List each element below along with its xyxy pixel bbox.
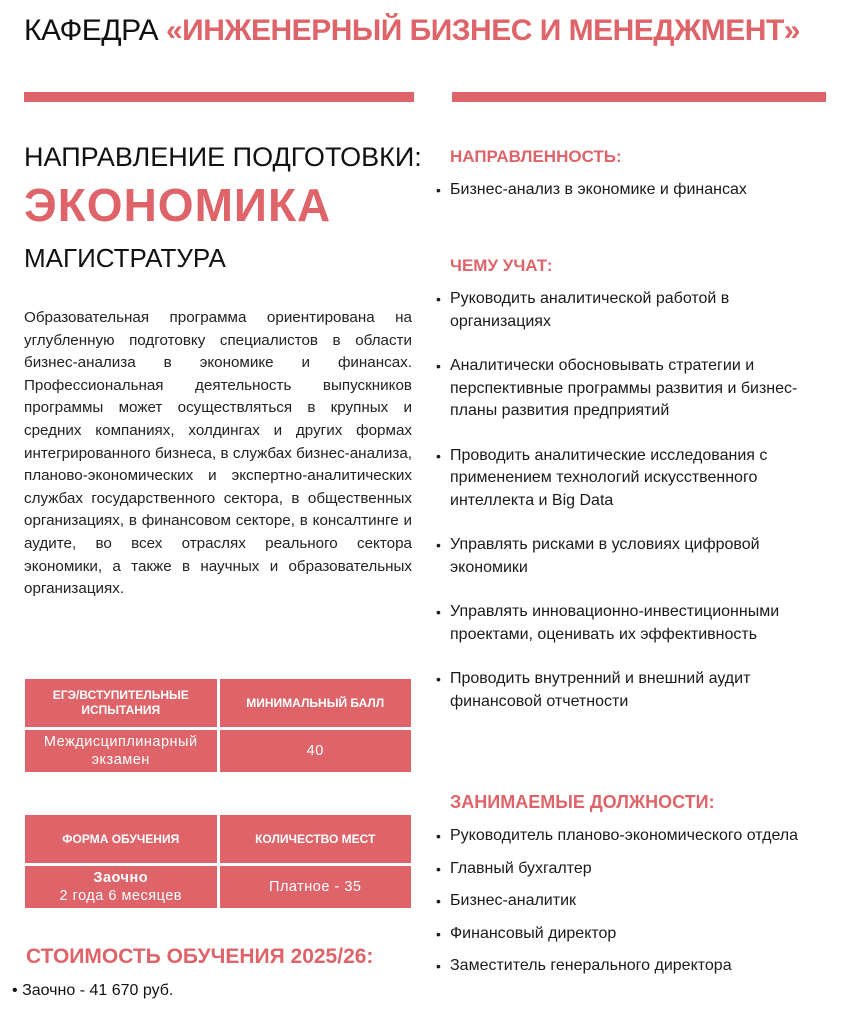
list-item-text: Бизнес-аналитик bbox=[450, 892, 577, 909]
department-name: «ИНЖЕНЕРНЫЙ БИЗНЕС И МЕНЕДЖМЕНТ» bbox=[165, 14, 800, 47]
program-level: МАГИСТРАТУРА bbox=[24, 243, 226, 273]
list-item bbox=[434, 601, 829, 646]
list-item bbox=[434, 858, 829, 881]
bullet-icon: • bbox=[436, 893, 441, 909]
divider-left bbox=[24, 92, 414, 102]
study-places: Платное - 35 bbox=[220, 866, 412, 908]
table-row bbox=[25, 730, 411, 772]
list-item-text: Управлять рисками в условиях цифровой экономики bbox=[450, 536, 760, 576]
table-header-row bbox=[25, 679, 411, 727]
bullet-icon: • bbox=[436, 860, 441, 877]
study-form: Заочно bbox=[93, 870, 149, 886]
focus-list bbox=[434, 179, 829, 202]
list-item bbox=[434, 825, 829, 848]
exams-table bbox=[22, 676, 414, 775]
bullet-icon: • bbox=[436, 925, 441, 942]
list-item-text: Финансовый директор bbox=[450, 924, 617, 942]
positions-title: ЗАНИМАЕМЫЕ ДОЛЖНОСТИ: bbox=[450, 792, 715, 812]
cost-value: Заочно - 41 670 руб. bbox=[22, 982, 174, 999]
study-duration: 2 года 6 месяцев bbox=[59, 888, 182, 904]
positions-list bbox=[434, 825, 829, 988]
list-item-text: Проводить аналитические исследования с применением технологий искусственного интеллекта и Big Data bbox=[450, 446, 768, 509]
direction-name: ЭКОНОМИКА bbox=[24, 179, 332, 231]
list-item bbox=[434, 288, 829, 333]
list-item bbox=[434, 890, 829, 913]
list-item-text: Проводить внутренний и внешний аудит финансовой отчетности bbox=[450, 670, 751, 710]
bullet-icon: • bbox=[12, 982, 18, 999]
list-item-text: Бизнес-анализ в экономике и финансах bbox=[450, 181, 747, 198]
exam-name: Междисциплинарный экзамен bbox=[25, 730, 217, 772]
cost-item bbox=[12, 982, 173, 1000]
table-header-min-score: МИНИМАЛЬНЫЙ БАЛЛ bbox=[220, 679, 412, 727]
bullet-icon: • bbox=[436, 604, 441, 620]
bullet-icon: • bbox=[436, 537, 441, 553]
bullet-icon: • bbox=[436, 958, 441, 974]
bullet-icon: • bbox=[436, 291, 441, 307]
table-header-places: КОЛИЧЕСТВО МЕСТ bbox=[220, 815, 412, 863]
bullet-icon: • bbox=[436, 828, 441, 844]
list-item bbox=[434, 668, 829, 713]
list-item bbox=[434, 179, 829, 202]
list-item bbox=[434, 534, 829, 579]
list-item bbox=[434, 445, 829, 513]
exam-min-score: 40 bbox=[220, 730, 412, 772]
study-table bbox=[22, 812, 414, 911]
list-item bbox=[434, 355, 829, 423]
list-item-text: Заместитель генерального директора bbox=[450, 957, 732, 974]
bullet-icon: • bbox=[436, 447, 441, 464]
department-label: КАФЕДРА bbox=[24, 14, 159, 47]
divider-right bbox=[452, 92, 826, 102]
list-item bbox=[434, 955, 829, 978]
list-item bbox=[434, 923, 829, 946]
teach-list bbox=[434, 288, 829, 735]
list-item-text: Аналитически обосновывать стратегии и перспективные программы развития и бизнес-планы развития предприятий bbox=[450, 357, 798, 419]
list-item-text: Главный бухгалтер bbox=[450, 859, 592, 877]
bullet-icon: • bbox=[436, 182, 441, 198]
program-description: Образовательная программа ориентирована на углубленную подготовку специалистов в области бизнес-анализа в экономике и финансах. Профессиональная деятельность выпускников программы может осуществляться в крупных и средних компаниях, холдингах и других формах интегрированного бизнеса, в службах бизнес-анализа, планово-экономических и экспертно-аналитических службах государственного сектора, в общественных организациях, в финансовом секторе, в консалтинге и аудите, во всех отраслях реального сектора экономики, а также в научных и образовательных организациях. bbox=[24, 309, 412, 598]
table-header-row bbox=[25, 815, 411, 863]
direction-label: НАПРАВЛЕНИЕ ПОДГОТОВКИ: bbox=[24, 142, 422, 172]
focus-title: НАПРАВЛЕННОСТЬ: bbox=[450, 147, 622, 166]
bullet-icon: • bbox=[436, 358, 441, 374]
table-header-exams: ЕГЭ/ВСТУПИТЕЛЬНЫЕ ИСПЫТАНИЯ bbox=[25, 679, 217, 727]
list-item-text: Руководитель планово-экономического отдела bbox=[450, 827, 799, 844]
table-header-form: ФОРМА ОБУЧЕНИЯ bbox=[25, 815, 217, 863]
list-item-text: Руководить аналитической работой в организациях bbox=[450, 290, 730, 330]
table-row bbox=[25, 866, 411, 908]
cost-title: СТОИМОСТЬ ОБУЧЕНИЯ 2025/26: bbox=[26, 945, 374, 968]
list-item-text: Управлять инновационно-инвестиционными проектами, оценивать их эффективность bbox=[450, 603, 780, 643]
bullet-icon: • bbox=[436, 671, 441, 687]
study-form-cell bbox=[25, 866, 217, 908]
teach-title: ЧЕМУ УЧАТ: bbox=[450, 256, 553, 275]
page-header bbox=[24, 14, 834, 48]
